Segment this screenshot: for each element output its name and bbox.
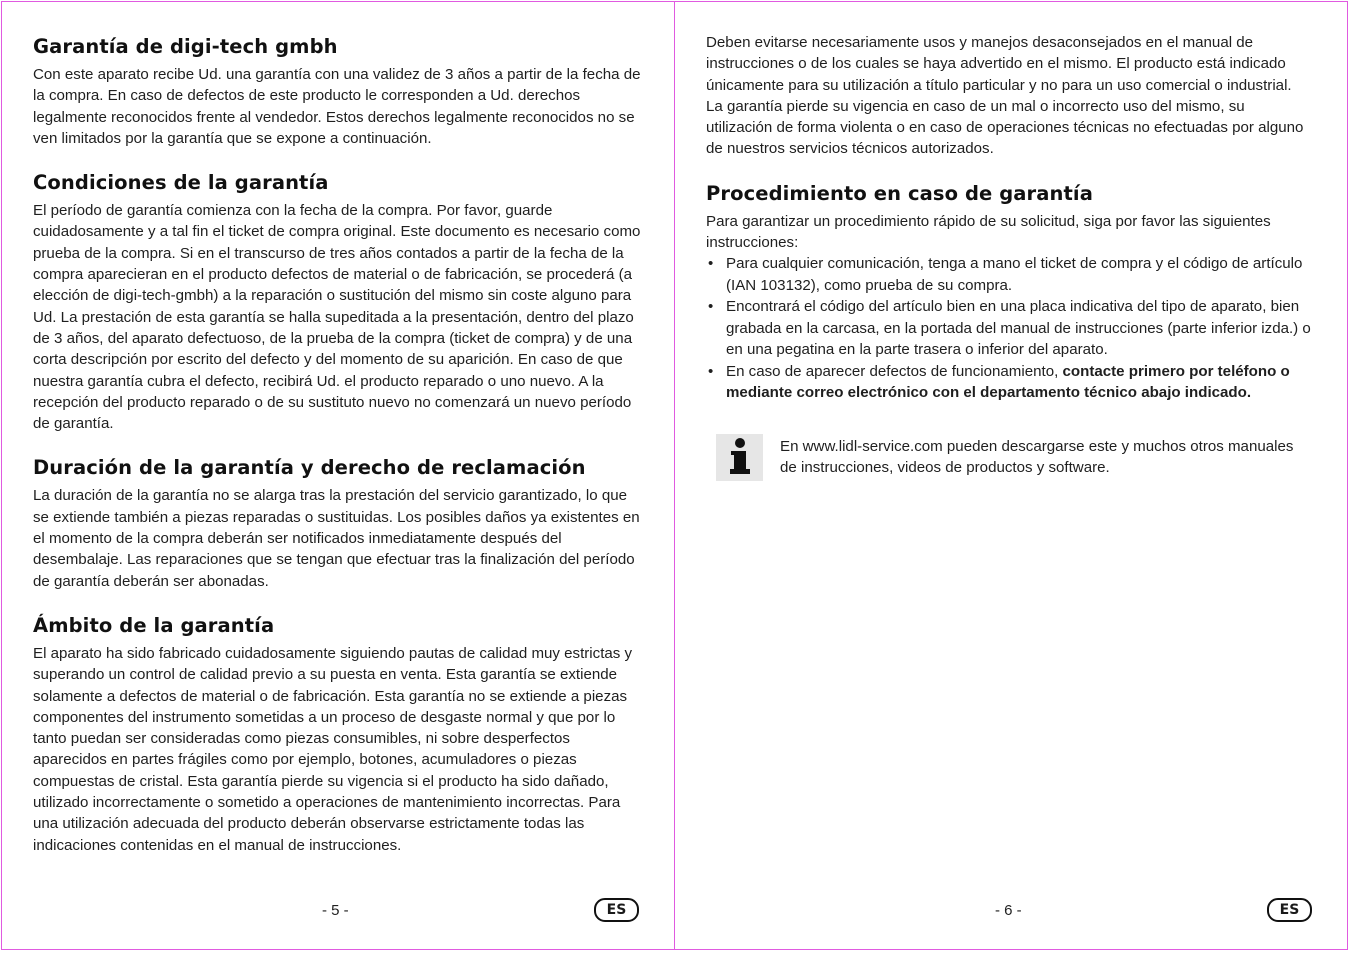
list-item-text: Para cualquier comunicación, tenga a mano el ticket de compra y el código de artículo (IAN 103132), como prueba de su compra. xyxy=(726,255,1303,294)
section-body: El período de garantía comienza con la fecha de la compra. Por favor, guarde cuidadosamente y a tal fin el ticket de compra original. Este documento es necesario como prueba de la compra. Si en el transcurso de tres años contados a partir de la fecha de la compra aparecieran en el producto defectos de material o de fabricación, se procederá (a elección de digi-tech-gmbh) a la reparación o sustitución del mismo sin coste alguno para Ud. La prestación de esta garantía se halla supeditada a la presentación, dentro del plazo de 3 años, del aparato defectuoso, de la prueba de la compra (ticket de compra) y de una corta descripción por escrito del defecto y del momento de su aparición. En caso de que nuestra garantía cubra el defecto, recibirá Ud. el producto reparado o uno nuevo. A la recepción del producto reparado o de su sustituto nuevo no comenzará un nuevo período de garantía. xyxy=(33,202,641,433)
list-item xyxy=(706,253,1311,296)
section-heading: Garantía de digi-tech gmbh xyxy=(33,35,338,58)
page-left xyxy=(1,1,675,950)
section-heading: Condiciones de la garantía xyxy=(33,171,329,195)
info-icon xyxy=(716,434,763,481)
section-intro xyxy=(706,32,1311,160)
page-number: - 5 - xyxy=(322,902,349,919)
page-right xyxy=(674,1,1348,950)
section-body: Deben evitarse necesariamente usos y manejos desaconsejados en el manual de instrucciones o de los cuales se haya advertido en el mismo. El producto está indicado únicamente para su utilización a título particular y no para un uso comercial o industrial. La garantía pierde su vigencia en caso de un mal o incorrecto uso del mismo, su utilización de forma violenta o en caso de operaciones técnicas no efectuadas por alguno de nuestros servicios técnicos autorizados. xyxy=(706,34,1304,158)
section-duration xyxy=(33,456,646,591)
bullet-icon: • xyxy=(708,298,714,316)
page-left-content xyxy=(33,35,646,878)
list-item-text: En caso de aparecer defectos de funcionamiento, xyxy=(726,362,1063,380)
info-text: En www.lidl-service.com pueden descargarse este y muchos otros manuales de instrucciones, videos de productos y software. xyxy=(780,437,1294,477)
page-right-content xyxy=(706,32,1311,481)
section-guarantee xyxy=(33,35,646,149)
bullet-icon: • xyxy=(708,362,714,380)
section-conditions xyxy=(33,171,646,434)
section-procedure xyxy=(706,182,1311,404)
page-number: - 6 - xyxy=(995,902,1022,919)
section-scope xyxy=(33,614,646,856)
section-heading: Duración de la garantía y derecho de reclamación xyxy=(33,456,586,480)
section-heading: Procedimiento en caso de garantía xyxy=(706,181,1093,205)
list-item xyxy=(706,296,1311,361)
language-badge: ES xyxy=(594,898,639,922)
language-badge: ES xyxy=(1267,898,1312,922)
section-body: La duración de la garantía no se alarga tras la prestación del servicio garantizado, lo que se extiende también a piezas reparadas o sustituidas. Los posibles daños ya existentes en el momento de la compra deberán ser notificados inmediatamente después del desembalaje. Las reparaciones que se tengan que efectuar tras la finalización del período de garantía deberán ser abonadas. xyxy=(33,487,640,590)
bullet-icon: • xyxy=(708,255,714,273)
list-item xyxy=(706,361,1311,404)
procedure-intro: Para garantizar un procedimiento rápido de su solicitud, siga por favor las siguientes instrucciones: xyxy=(706,212,1271,252)
section-body: El aparato ha sido fabricado cuidadosamente siguiendo pautas de calidad muy estrictas y superando un control de calidad previo a su puesta en venta. Esta garantía se extiende solamente a defectos de material o de fabricación. Esta garantía no se extiende a piezas componentes del instrumento sometidas a un proceso de desgaste normal y que por lo tanto puedan ser consideradas como piezas consumibles, ni sobre desperfectos aparecidos en partes frágiles como por ejemplo, botones, acumuladores o piezas compuestas de cristal. Esta garantía pierde su vigencia si el producto ha sido dañado, utilizado incorrectamente o sometido a operaciones de mantenimiento incorrectas. Para una utilización adecuada del producto deberán observarse estrictamente todas las indicaciones contenidas en el manual de instrucciones. xyxy=(33,644,633,854)
procedure-list xyxy=(706,253,1311,404)
list-item-text: Encontrará el código del artículo bien en una placa indicativa del tipo de aparato, bien grabada en la carcasa, en la portada del manual de instrucciones (parte inferior izda.) o en una pegatina en la parte trasera o inferior del aparato. xyxy=(726,298,1311,359)
section-body: Con este aparato recibe Ud. una garantía con una validez de 3 años a partir de la fecha de la compra. En caso de defectos de este producto le corresponden a Ud. derechos legalmente reconocidos frente al vendedor. Estos derechos legalmente reconocidos no se ven limitados por la garantía que se expone a continuación. xyxy=(33,66,641,147)
section-heading: Ámbito de la garantía xyxy=(33,613,275,637)
list-item-emphasis: contacte primero por teléfono o mediante correo electrónico con el departamento técnico abajo indicado. xyxy=(726,362,1290,402)
info-note xyxy=(716,434,1311,481)
